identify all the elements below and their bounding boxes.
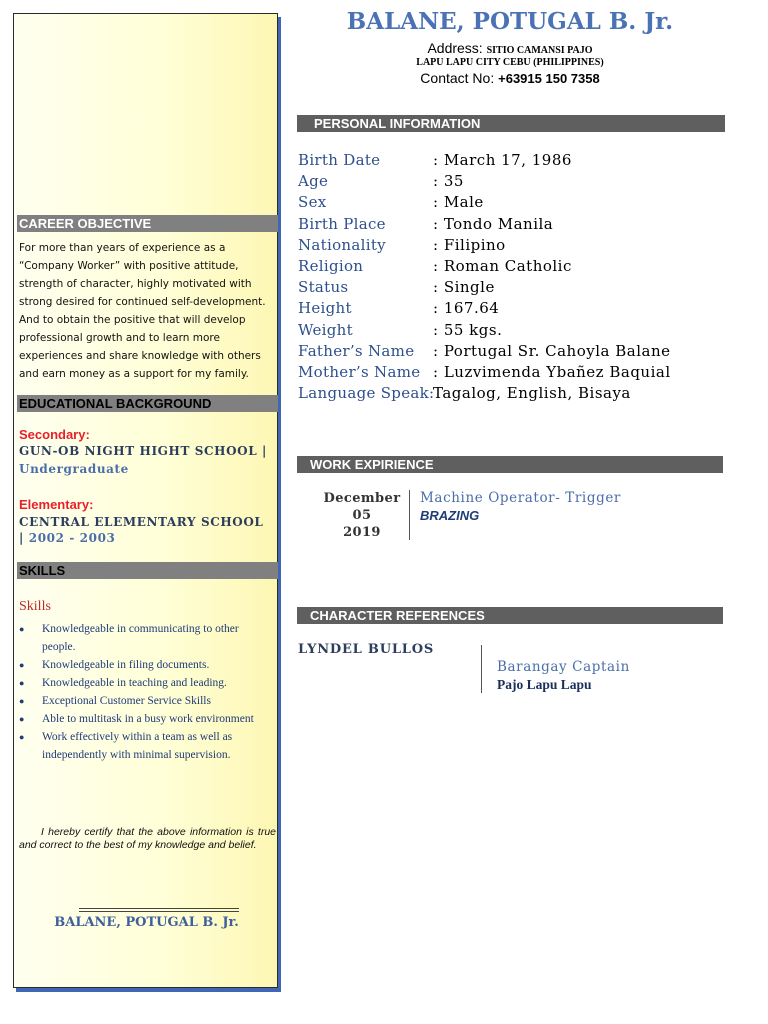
personal-info-value: : Male [433,193,484,212]
sidebar [13,13,278,988]
personal-info-label: Birth Place [298,214,386,233]
secondary-label: Secondary: [19,427,90,442]
work-month: December [323,491,401,506]
work-day: 05 [352,508,372,523]
signature-line [79,908,239,909]
secondary-school: GUN-OB NIGHT HIGHT SCHOOL | [19,444,267,458]
personal-info-value: Tagalog, English, Bisaya [433,384,631,403]
elementary-label: Elementary: [19,497,94,512]
skills-list [17,620,275,764]
personal-info-value: : 167.64 [433,299,500,318]
address-line1: SITIO CAMANSI PAJO [486,45,593,56]
skill-item: ● Exceptional Customer Service Skills [17,692,275,710]
skill-item: ● Knowledgeable in filing documents. [17,656,275,674]
personal-info-value: : Tondo Manila [433,214,554,233]
personal-info-label: Birth Date [298,151,381,169]
personal-info-value: : 55 kgs. [433,320,503,339]
work-position: Machine Operator- Trigger [420,490,621,506]
personal-info-value: : Filipino [433,235,506,254]
skill-item: ● Work effectively within a team as well as independently with minimal supervision. [17,728,275,764]
address-label: Address: [427,40,483,56]
education-heading: EDUCATIONAL BACKGROUND [17,395,278,412]
work-divider [409,490,410,540]
personal-info-label: Age [298,172,329,191]
contact-label: Contact No: [420,70,495,86]
personal-info-label: Sex [298,193,327,212]
reference-divider [481,645,482,693]
personal-info-label: Nationality [298,235,386,254]
work-date [318,490,406,541]
skills-title: Skills [19,599,51,614]
contact-line [300,70,720,86]
personal-info-value: : Single [433,278,495,297]
skill-item: ● Knowledgeable in communicating to other people. [17,620,275,656]
secondary-detail: Undergraduate [19,462,129,476]
personal-info-label: Religion [298,257,364,275]
personal-info-label: Mother’s Name [298,363,421,381]
personal-info-value: : 35 [433,172,464,191]
personal-info-value: : Luzvimenda Ybañez Baquial [433,363,671,381]
elementary-years: 2002 - 2003 [28,531,116,545]
work-experience-heading: WORK EXPIRIENCE [297,456,723,473]
personal-info-heading: PERSONAL INFORMATION [297,115,725,132]
personal-info-value: : Roman Catholic [433,257,572,275]
bullet-icon: ● [19,660,25,670]
signature-name: BALANE, POTUGAL B. Jr. [54,915,239,930]
personal-info-value: : March 17, 1986 [433,151,572,169]
skill-item: ● Knowledgeable in teaching and leading. [17,674,275,692]
skill-item: ● Able to multitask in a busy work environment [17,710,275,728]
bullet-icon: ● [19,696,25,706]
reference-name: LYNDEL BULLOS [298,642,435,657]
bullet-icon: ● [19,678,25,688]
personal-info-label: Status [298,278,349,297]
elementary-years-row [19,531,115,545]
reference-place: Pajo Lapu Lapu [497,677,592,692]
elementary-school: CENTRAL ELEMENTARY SCHOOL [19,515,264,529]
personal-info-value: : Portugal Sr. Cahoyla Balane [433,341,671,360]
resume-name: BALANE, POTUGAL B. Jr. [346,8,674,35]
personal-info-label: Weight [298,320,353,339]
career-objective-text: For more than years of experience as a “Company Worker” with positive attitude, strength of character, highly motivated with strong desired for continued self-development. And to obtain the positive that will develop professional growth and to learn more experiences and share knowledge with others and earn money as a support for my family. [19,242,266,380]
signature-line [79,911,239,912]
contact-number: +63915 150 7358 [498,71,600,86]
personal-info-label: Language Speak: [298,384,435,403]
career-objective-heading: CAREER OBJECTIVE [17,215,278,232]
reference-position: Barangay Captain [497,659,630,675]
address-line2: LAPU LAPU CITY CEBU (PHILIPPINES) [416,57,604,68]
references-heading: CHARACTER REFERENCES [297,607,723,624]
address-line [300,40,720,56]
bullet-icon: ● [19,714,25,724]
skills-heading: SKILLS [17,562,278,579]
bullet-icon: ● [19,732,25,742]
work-company: BRAZING [420,508,480,523]
personal-info-label: Height [298,299,352,318]
certification-text: I hereby certify that the above information is true and correct to the best of my knowledge and belief. [19,826,276,851]
bullet-icon: ● [19,624,25,634]
elementary-pipe: | [19,531,24,545]
work-year: 2019 [343,525,381,540]
personal-info-label: Father’s Name [298,341,415,360]
